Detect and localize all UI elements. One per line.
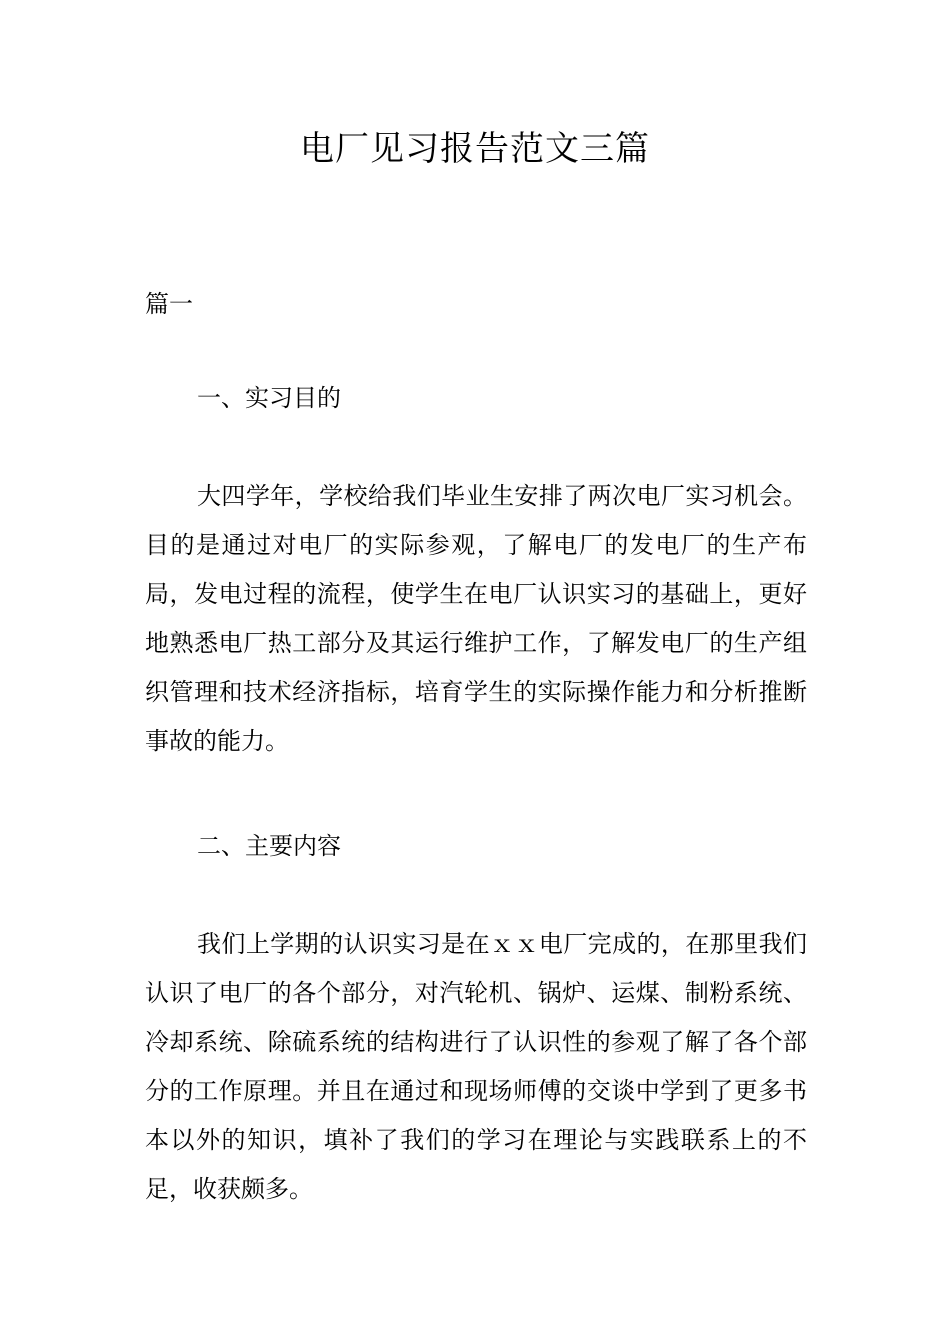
- section-paragraph-purpose: 大四学年，学校给我们毕业生安排了两次电厂实习机会。目的是通过对电厂的实际参观，了解电厂的发电厂的生产布局，发电过程的流程，使学生在电厂认识实习的基础上，更好地熟悉电厂热工部分及其运行维护工作，了解发电厂的生产组织管理和技术经济指标，培育学生的实际操作能力和分析推断事故的能力。: [145, 482, 807, 755]
- section-paragraph-content: 我们上学期的认识实习是在ｘｘ电厂完成的，在那里我们认识了电厂的各个部分，对汽轮机、锅炉、运煤、制粉系统、冷却系统、除硫系统的结构进行了认识性的参观了解了各个部分的工作原理。并且在通过和现场师傅的交谈中学到了更多书本以外的知识，填补了我们的学习在理论与实践联系上的不足，收获颇多。: [145, 930, 807, 1203]
- section-heading-purpose: 一、实习目的: [197, 384, 341, 412]
- document-title: 电厂见习报告范文三篇: [300, 129, 650, 169]
- section-heading-content: 二、主要内容: [197, 832, 341, 860]
- part-label: 篇一: [145, 290, 193, 318]
